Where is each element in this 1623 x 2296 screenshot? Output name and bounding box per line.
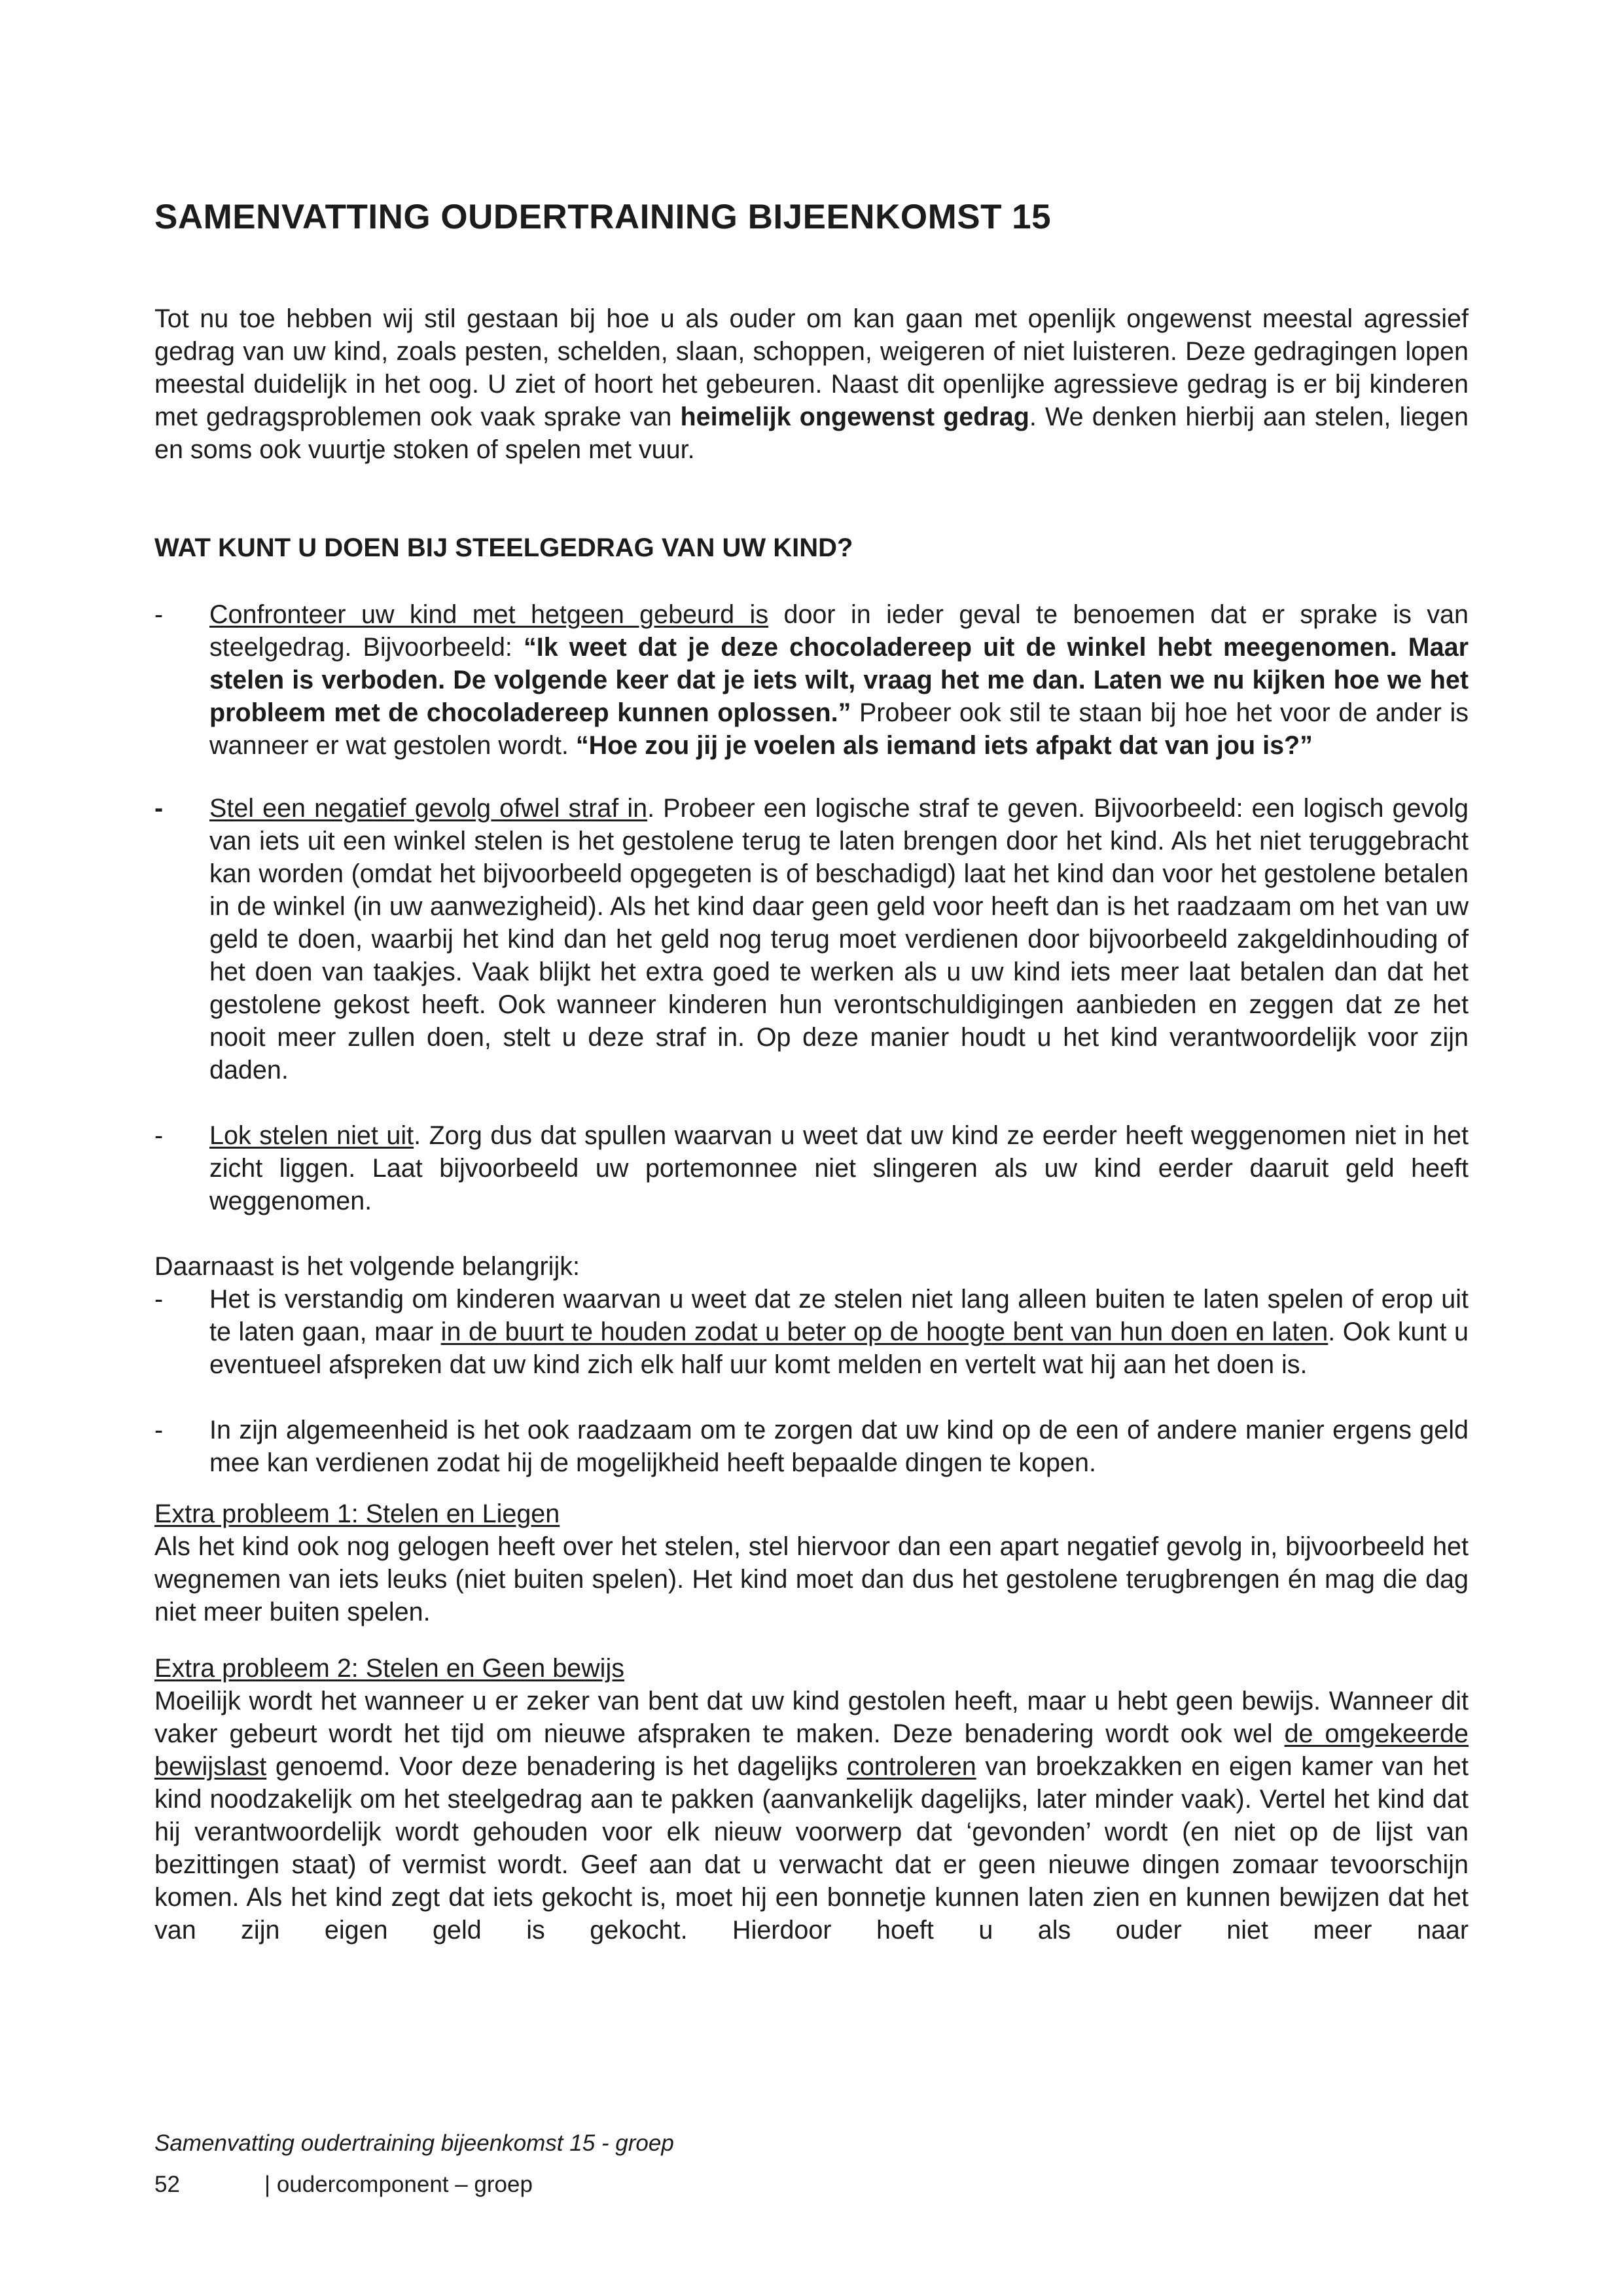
bullet-straf xyxy=(154,792,1469,1086)
section-heading: WAT KUNT U DOEN BIJ STEELGEDRAG VAN UW KIND? xyxy=(154,533,853,562)
bullet-in-de-buurt xyxy=(154,1283,1469,1381)
also-important-line: Daarnaast is het volgende belangrijk: xyxy=(154,1252,580,1281)
bullet-text: Probeer ook stil te staan bij hoe het voor de ander is wanneer er wat gestolen wordt. xyxy=(209,698,1469,760)
bullet-text: door in ieder geval te benoemen dat er sprake is van steelgedrag. Bijvoorbeeld: xyxy=(209,600,1469,662)
bullet-bold-quote: “Hoe zou jij je voelen als iemand iets afpakt dat van jou is?” xyxy=(575,731,1313,760)
bullet-dash: - xyxy=(154,794,164,823)
bullet-dash: - xyxy=(154,1121,164,1150)
extra-2-underline: de omgekeerde bewijslast xyxy=(154,1719,1469,1781)
bullet-dash: - xyxy=(154,600,164,629)
extra-problem-2 xyxy=(154,1652,1469,1946)
footer-section-label: | oudercomponent – groep xyxy=(264,2172,533,2197)
bullet-bold-quote: “Ik weet dat je deze chocoladereep uit de winkel hebt meegenomen. Maar stelen is verboden. De volgende keer dat je iets wilt, vraag het me dan. Laten we nu kijken hoe we het probleem met de chocoladereep kunnen oplossen.” xyxy=(209,633,1469,727)
bullet-text: . Ook kunt u eventueel afspreken dat uw kind zich elk half uur komt melden en vertelt wat hij aan het doen is. xyxy=(209,1318,1469,1379)
extra-2-text: genoemd. Voor deze benadering is het dagelijks xyxy=(266,1752,847,1781)
footer-running-title: Samenvatting oudertraining bijeenkomst 15 - groep xyxy=(154,2130,674,2156)
intro-text-2: . We denken hierbij aan stelen, liegen en soms ook vuurtje stoken of spelen met vuur. xyxy=(154,403,1469,464)
extra-2-underline: controleren xyxy=(847,1752,976,1781)
footer-page-number: 52 xyxy=(154,2172,180,2197)
extra-problem-2-text xyxy=(154,1685,1469,1946)
page-title: SAMENVATTING OUDERTRAINING BIJEENKOMST 15 xyxy=(154,198,1052,236)
extra-problem-1 xyxy=(154,1498,1469,1628)
bullet-text: In zijn algemeenheid is het ook raadzaam om te zorgen dat uw kind op de een of andere manier ergens geld mee kan verdienen zodat hij de mogelijkheid heeft bepaalde dingen te kopen. xyxy=(209,1416,1469,1477)
bullet-text: . Probeer een logische straf te geven. Bijvoorbeeld: een logisch gevolg van iets uit een winkel stelen is het gestolene terug te laten brengen door het kind. Als het niet teruggebracht kan worden (omdat het bijvoorbeeld opgegeten is of beschadigd) laat het kind dan voor het gestolene betalen in de winkel (in uw aanwezigheid). Als het kind daar geen geld voor heeft dan is het raadzaam om het van uw geld te doen, waarbij het kind dan het geld nog terug moet verdienen door bijvoorbeeld zakgeldinhouding of het doen van taakjes. Vaak blijkt het extra goed te werken als u uw kind iets meer laat betalen dan dat het gestolene gekost heeft. Ook wanneer kinderen hun verontschuldigingen aanbieden en zeggen dat ze het nooit meer zullen doen, stelt u deze straf in. Op deze manier houdt u het kind verantwoordelijk voor zijn daden. xyxy=(209,794,1469,1085)
extra-2-text: Moeilijk wordt het wanneer u er zeker van bent dat uw kind gestolen heeft, maar u hebt geen bewijs. Wanneer dit vaker gebeurt wordt het tijd om nieuwe afspraken te maken. Deze benadering wordt ook wel xyxy=(154,1687,1469,1748)
bullet-geld-verdienen xyxy=(154,1414,1469,1479)
intro-bold: heimelijk ongewenst gedrag xyxy=(680,403,1029,431)
intro-text-1: Tot nu toe hebben wij stil gestaan bij hoe u als ouder om kan gaan met openlijk ongewenst meestal agressief gedrag van uw kind, zoals pesten, schelden, slaan, schoppen, weigeren of niet luisteren. Deze gedragingen lopen meestal duidelijk in het oog. U ziet of hoort het gebeuren. Naast dit openlijke agressieve gedrag is er bij kinderen met gedragsproblemen ook vaak sprake van xyxy=(154,304,1469,431)
extra-problem-1-text: Als het kind ook nog gelogen heeft over het stelen, stel hiervoor dan een apart negatief gevolg in, bijvoorbeeld het wegnemen van iets leuks (niet buiten spelen). Het kind moet dan dus het gestolene terugbrengen én mag die dag niet meer buiten spelen. xyxy=(154,1532,1469,1626)
bullet-dash: - xyxy=(154,1285,164,1314)
extra-2-text: van broekzakken en eigen kamer van het kind noodzakelijk om het steelgedrag aan te pakken (aanvankelijk dagelijks, later minder vaak). Vertel het kind dat hij verantwoordelijk wordt gehouden voor elk nieuw voorwerp dat ‘gevonden’ wordt (en niet op de lijst van bezittingen staat) of vermist wordt. Geef aan dat u verwacht dat er geen nieuwe dingen zomaar tevoorschijn komen. Als het kind zegt dat iets gekocht is, moet hij een bonnetje kunnen laten zien en kunnen bewijzen dat het van zijn eigen geld is gekocht. Hierdoor hoeft u als ouder niet meer naar xyxy=(154,1752,1469,1945)
bullet-dash: - xyxy=(154,1416,164,1444)
bullet-text: Het is verstandig om kinderen waarvan u weet dat ze stelen niet lang alleen buiten te laten spelen of erop uit te laten gaan, maar xyxy=(209,1285,1469,1346)
bullet-underline: in de buurt te houden zodat u beter op de hoogte bent van hun doen en laten xyxy=(440,1318,1329,1346)
bullet-text: . Zorg dus dat spullen waarvan u weet dat uw kind ze eerder heeft weggenomen niet in het zicht liggen. Laat bijvoorbeeld uw portemonnee niet slingeren als uw kind eerder daaruit geld heeft weggenomen. xyxy=(209,1121,1469,1215)
bullet-underline: Confronteer uw kind met hetgeen gebeurd is xyxy=(209,600,769,629)
bullet-underline: Stel een negatief gevolg ofwel straf in xyxy=(209,794,648,823)
extra-problem-2-heading: Extra probleem 2: Stelen en Geen bewijs xyxy=(154,1654,624,1683)
bullet-lok xyxy=(154,1119,1469,1217)
page-content xyxy=(154,196,1469,1946)
bullet-underline: Lok stelen niet uit xyxy=(209,1121,414,1150)
bullet-confronteer xyxy=(154,598,1469,762)
intro-paragraph xyxy=(154,302,1469,466)
extra-problem-1-heading: Extra probleem 1: Stelen en Liegen xyxy=(154,1499,560,1528)
